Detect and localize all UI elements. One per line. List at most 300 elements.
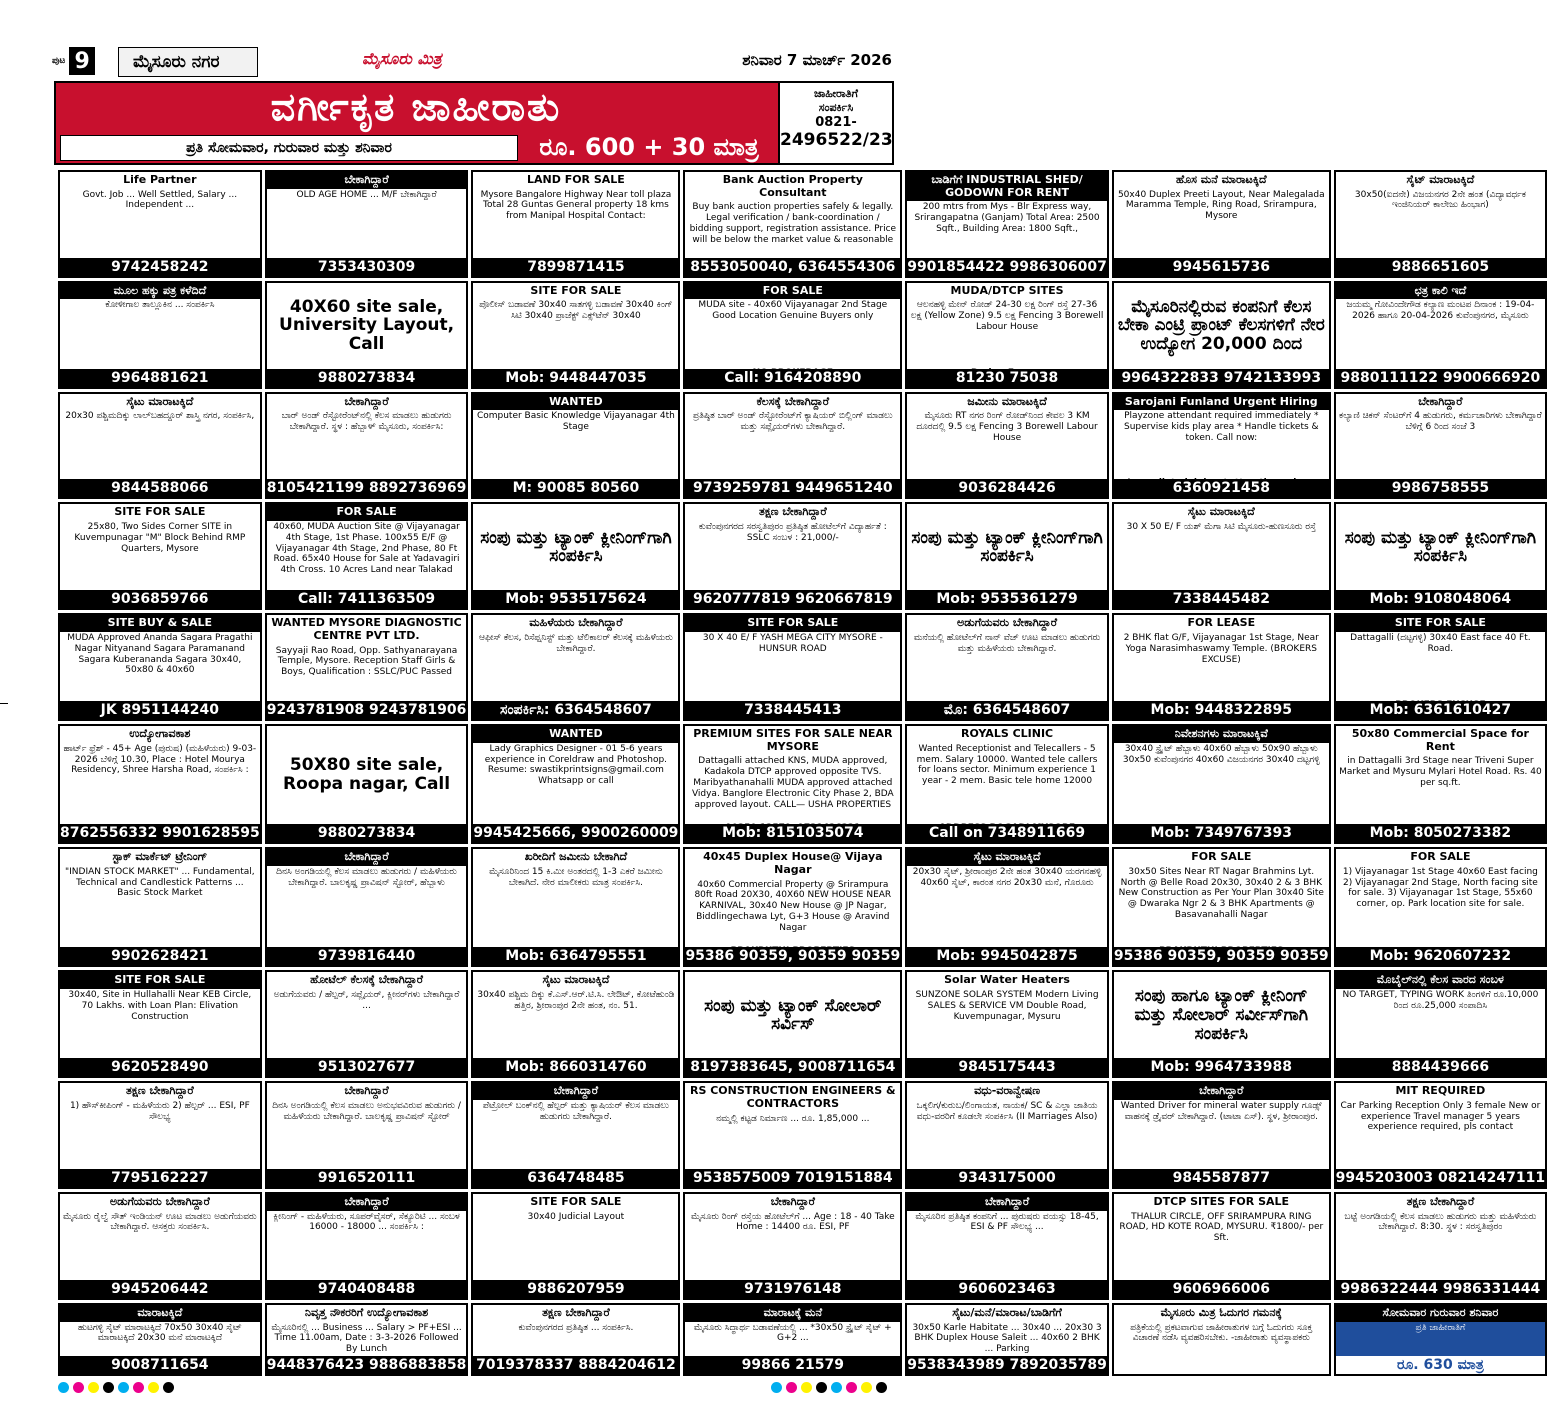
ad-body: ಹಾರ್ಟ್ ಫ್ರೆಶ್ - 45+ Age (ಪುರುಷ) (ಮಹಿಳೆಯರು) 9-03-2026 ಬೆಳಿಗ್ಗೆ 10.30, Place : Hotel Mourya Residency, Shree Harsha Road, ಸಂಪರ್ಕಿಸಿ :: [63, 743, 257, 776]
ad-body: OLD AGE HOME ... M/F ಬೇಕಾಗಿದ್ದಾರೆ: [296, 189, 437, 200]
ad-body: 30x40, Site in Hullahalli Near KEB Circle, 70 Lakhs. with Loan Plan: Elivation Construction: [68, 990, 252, 1022]
ad-body: ಒಕ್ಕಲಿಗ/ಕುರುಬ/ಲಿಂಗಾಯತ, ನಾಯಕ/ SC & ಎಲ್ಲಾ ಜಾತಿಯ ವಧು-ವರರಿಗೆ ಕೂಡಲೇ ಸಂಪರ್ಕಿಸಿ (II Marriages Also): [916, 1100, 1098, 1122]
ad-phone: 9902628421: [60, 947, 260, 965]
ad-phone: 9036859766: [60, 590, 260, 608]
ad-body: Buy bank auction properties safely & legally. Legal verification / bank-coordination / bidding support, registration assistance. Price will be below the market value & reasonable: [689, 202, 897, 245]
ad-body: ಆಲನಹಳ್ಳಿ ಮೇನ್ ರೋಡ್ 24-30 ಲಕ್ಷ ರಿಂಗ್ ರಸ್ತೆ 27-36 ಲಕ್ಷ (Yellow Zone) 9.5 ಲಕ್ಷ Fencing 3 Borewell Labour House: [910, 300, 1104, 333]
ad-title: Life Partner: [123, 173, 197, 186]
ad-body: Playzone attendant required immediately * Supervise kids play area * Handle tickets & token. Call now:: [1124, 411, 1319, 443]
classified-ad: [1334, 847, 1547, 967]
ad-body: Wanted Receptionist and Telecallers - 5 mem. Salary 10000. Wanted tele callers for loans sector. Minimum experience 1 year - 2 mem. Basic tele home 12000: [916, 743, 1098, 787]
classified-ad: [265, 281, 469, 389]
ad-title: Solar Water Heaters: [944, 973, 1070, 987]
ad-phone: ಸಂಪರ್ಕಿಸಿ: 6364548607: [473, 701, 678, 719]
ad-phone: 9945203003 08214247111: [1335, 1169, 1546, 1186]
ad-body: Computer Basic Knowledge Vijayanagar 4th Stage: [476, 411, 675, 433]
ad-phone: 9845587877: [1114, 1169, 1329, 1187]
ad-body: 40x60, MUDA Auction Site @ Vijayanagar 4th Stage, 1st Phase. 100x55 E/F @ Vijayanagar 4th Stage, 2nd Phase, 80 Ft Road. 65x40 House for Sale at Yadavagiri 4th Cross. 10 Acres Land near Talakad: [273, 522, 460, 576]
ad-phone: 7899871415: [473, 258, 678, 276]
ad-body: ಮೈಸೂರಿನಲ್ಲಿ ... Business ... Salary > PF+ESI ... Time 11.00am, Date : 3-3-2026 Followed By Lunch: [271, 1322, 462, 1355]
ad-phone: 9964881621: [60, 369, 260, 387]
contact-line-3: 0821-: [815, 115, 857, 130]
ad-body: 40x60 Commercial Property @ Srirampura 80ft Road 20X30, 40X60 NEW HOUSE NEAR KARNIVAL, 30x40 New House @ JP Nagar, Biddlingechawa Lyt, G+3 House @ Aravind Nagar: [694, 879, 892, 933]
ad-phone: 9008711654: [60, 1356, 260, 1374]
ad-title: ಅಡುಗೆಯವರು ಬೇಕಾಗಿದ್ದಾರೆ: [109, 1195, 210, 1209]
ad-title: FOR SALE: [1191, 850, 1252, 864]
classified-ad: [905, 170, 1109, 278]
ad-title: ನಿವೇಶನಗಳು ಮಾರಾಟಕ್ಕಿವೆ: [1114, 726, 1329, 743]
ad-title: SITE FOR SALE: [60, 972, 260, 989]
ad-phone: 7019378337 8884204612: [473, 1356, 678, 1374]
registration-dot-icon: [861, 1382, 872, 1393]
ad-phone: 8553050040, 6364554306: [685, 258, 900, 276]
classified-ad: [471, 970, 680, 1078]
ad-body: 30 X 40 E/ F YASH MEGA CITY MYSORE - HUNSUR ROAD: [702, 632, 883, 654]
ad-phone: 9945615736: [1114, 258, 1329, 276]
ad-title: WANTED: [473, 726, 678, 743]
ad-body: ದಿನಸಿ ಅಂಗಡಿಯಲ್ಲಿ ಕೆಲಸ ಮಾಡಲು ಹುಡುಗರು / ಮಹಿಳೆಯರು ಬೇಕಾಗಿದ್ದಾರೆ. ಬಾಲಕೃಷ್ಣ ಪ್ರಾವಿಷನ್ ಸ್ಟೋರ್, ಹೆಬ್ಬಾಳು: [276, 866, 457, 888]
ad-body: ಪ್ರತಿ ಜಾಹೀರಾತಿಗೆ: [1415, 1322, 1466, 1333]
ad-body: 2 BHK flat G/F, Vijayanagar 1st Stage, Near Yoga Narasimhaswamy Temple. (BROKERS EXCUSE): [1123, 632, 1319, 665]
classified-ad: [905, 613, 1109, 721]
ad-body: ಕಲ್ಯಾಣಿ ಚಿಕನ್ ಸೆಂಟರ್‌ಗೆ 4 ಹುಡುಗರು, ಕರ್ಮಚಾರಿಗಳು ಬೇಕಾಗಿದ್ದಾರೆ ಬೆಳಿಗ್ಗೆ 6 ರಿಂದ ಸಂಜೆ 3: [1339, 411, 1542, 433]
ad-phone: 9845175443: [907, 1058, 1107, 1076]
classified-ad: [683, 847, 902, 967]
classified-ad: [1334, 970, 1547, 1078]
ad-phone: Mob: 7349767393: [1114, 824, 1329, 842]
ad-body: Sayyaji Rao Road, Opp. Sathyanarayana Temple, Mysore. Reception Staff Girls & Boys, Qualification : SSLC/PUC Passed: [275, 645, 458, 678]
classified-ad: [1334, 1081, 1547, 1189]
ad-phone: 9739259781 9449651240: [685, 479, 900, 497]
ad-phone: 9945425666, 9900260009: [473, 825, 679, 842]
ad-phone: Mob: 8151035074: [685, 824, 900, 842]
classified-ads-grid: [58, 170, 1546, 1376]
ad-body: ಪೊಲೀಸ್ ಬಡಾವಣೆ 30x40 ಸಾತಗಳ್ಳಿ ಬಡಾವಣೆ 30x40 ಕಿಂಗ್ ಸಿಟಿ 30x40 ಪ್ರಾಜೆಕ್ಟ್ ಎಕ್ಸ್‌ಟೆನ್ 30x40: [479, 300, 673, 322]
ad-title: SITE FOR SALE: [530, 1195, 622, 1209]
registration-dot-icon: [786, 1382, 797, 1393]
ad-title: ತಕ್ಷಣ ಬೇಕಾಗಿದ್ದಾರೆ: [542, 1305, 610, 1319]
ad-body: 30 X 50 E/ F ಯಶ್ ಮೆಗಾ ಸಿಟಿ ಮೈಸೂರು-ಹುಣಸೂರು ರಸ್ತೆ: [1126, 522, 1316, 533]
ad-phone: 9739816440: [267, 947, 467, 965]
ad-phone: Mob: 8660314760: [473, 1058, 678, 1076]
ad-phone: 9731976148: [685, 1280, 900, 1298]
ad-title: ಮಹಿಳೆಯರು ಬೇಕಾಗಿದ್ದಾರೆ: [529, 616, 623, 630]
ad-body: 1) ಹೌಸ್‌ಕೀಪಿಂಗ್ - ಮಹಿಳೆಯರು 2) ಹೆಲ್ಪರ್ ... ESI, PF ಸೌಲಭ್ಯ: [69, 1100, 250, 1122]
registration-dot-icon: [148, 1382, 159, 1393]
registration-dot-icon: [876, 1382, 887, 1393]
classified-ad: [471, 502, 680, 610]
classified-ad: [683, 724, 902, 844]
ad-body: 30x40 Judicial Layout: [527, 1211, 625, 1222]
classified-ad: [58, 1303, 262, 1376]
ad-title: SITE FOR SALE: [1336, 615, 1545, 632]
ad-title: ಸ್ಟಾಕ್ ಮಾರ್ಕೆಟ್ ಟ್ರೇನಿಂಗ್: [112, 850, 208, 864]
ad-title: ಸೈಟು ಮಾರಾಟಕ್ಕಿದೆ: [907, 849, 1107, 866]
ad-phone: 9343175000: [907, 1169, 1107, 1187]
ad-title: ಬೇಕಾಗಿದ್ದಾರೆ: [344, 394, 389, 408]
ad-body: ಪತ್ರಿಕೆಯಲ್ಲಿ ಪ್ರಕಟವಾಗುವ ಜಾಹೀರಾತುಗಳ ಬಗ್ಗೆ ಓದುಗರು ಸೂಕ್ತ ವಿಚಾರಣೆ ನಡೆಸಿ ವ್ಯವಹರಿಸಬೇಕು. -ಜಾಹೀರಾತು ವ್ಯವಸ್ಥಾಪಕರು: [1130, 1322, 1313, 1344]
ad-phone: Mob: 9448447035: [473, 369, 678, 387]
ad-phone: 6364748485: [473, 1169, 678, 1187]
ad-body: ಕ್ಲೀನಿಂಗ್ - ಮಹಿಳೆಯರು, ಸೂಪರ್‌ವೈಸರ್, ಸೆಕ್ಯೂರಿಟಿ ... ಸಂಬಳ 16000 - 18000 ... ಸಂಪರ್ಕಿಸಿ :: [273, 1211, 460, 1233]
ad-body: ಮನೆಯಲ್ಲಿ ಹೋಟೆಲ್‌ಗೆ ನಾನ್ ವೆಜ್ ಊಟ ಮಾಡಲು ಹುಡುಗರು ಮತ್ತು ಮಹಿಳೆಯರು ಬೇಕಾಗಿದ್ದಾರೆ.: [913, 632, 1101, 654]
classified-ad: [1112, 970, 1331, 1078]
classified-ad: [1112, 392, 1331, 500]
ad-title: FOR SALE: [267, 504, 467, 521]
ad-title: ಮೈಸೂರು ಮಿತ್ರ ಓದುಗರ ಗಮನಕ್ಕೆ: [1160, 1305, 1282, 1319]
ad-title: ಸೈಟು ಮಾರಾಟಕ್ಕಿದೆ: [126, 394, 194, 408]
classified-ad: [1112, 613, 1331, 721]
ad-phone: Mob: 9535361279: [907, 590, 1107, 608]
ad-title: 40x45 Duplex House@ Vijaya Nagar: [703, 850, 883, 876]
ad-title: ಹೋಟೆಲ್ ಕೆಲಸಕ್ಕೆ ಬೇಕಾಗಿದ್ದಾರೆ: [310, 973, 424, 987]
classified-ad: [1334, 502, 1547, 610]
ad-title: ತಕ್ಷಣ ಬೇಕಾಗಿದ್ದಾರೆ: [126, 1084, 194, 1098]
banner-title: ವರ್ಗೀಕೃತ ಜಾಹೀರಾತು: [270, 84, 562, 129]
classified-ad: [58, 1081, 262, 1189]
classified-ad: [683, 970, 902, 1078]
ad-title: LAND FOR SALE: [527, 173, 625, 186]
ad-phone: Mob: 9448322895: [1114, 701, 1329, 719]
ad-title: SITE BUY & SALE: [60, 615, 260, 632]
ad-title: ತಕ್ಷಣ ಬೇಕಾಗಿದ್ದಾರೆ: [1406, 1195, 1475, 1209]
ad-body: 50X80 site sale, Roopa nagar, Call: [283, 755, 451, 795]
ad-body: NO TARGET, TYPING WORK ತಿಂಗಳಿಗೆ ರೂ.10,000 ರಿಂದ ರೂ.25,000 ಸಂಪಾದಿಸಿ: [1342, 990, 1539, 1011]
ad-phone: ರೂ. 630 ಮಾತ್ರ: [1336, 1356, 1545, 1374]
ad-body: 30x50 Sites Near RT Nagar Brahmins Lyt. North @ Belle Road 20x30, 30x40 2 & 3 BHK New Construction as Per Your Plan 30x40 Site @ Dwaraka Ngr 2 & 3 BHK Apartments @ Basavanahalli Nagar: [1118, 866, 1324, 921]
classified-ad: [905, 1192, 1109, 1300]
ad-title: ಬೇಕಾಗಿದ್ದಾರೆ: [1114, 1083, 1329, 1100]
ad-title: ನಿವೃತ್ತ ನೌಕರರಿಗೆ ಉದ್ಯೋಗಾವಕಾಶ: [304, 1305, 429, 1319]
ad-title: ಮಾರಾಟಕ್ಕಿದೆ: [60, 1305, 260, 1322]
classified-ad: [905, 1081, 1109, 1189]
ad-phone: 9901854422 9986306007: [907, 258, 1107, 275]
ad-body: 20x30 ಪಶ್ಚಿಮದಿಕ್ಕು ಲಾಲ್‌ಬಹದ್ದೂರ್ ಶಾಸ್ತ್ರಿ ನಗರ, ಸಂಪರ್ಕಿಸಿ,: [65, 411, 255, 422]
classified-ad: [1112, 502, 1331, 610]
ad-body: ಮೈಸೂರಿನಲ್ಲಿರುವ ಕಂಪನಿಗೆ ಕೆಲಸ ಬೇಕಾ ಎಂಟ್ರಿ ಪ್ರಾಂಟ್ ಕೆಲಸಗಳಿಗೆ ನೇರ ಉದ್ಯೋಗ 20,000 ದಿಂದ: [1117, 296, 1325, 355]
ad-body: ಮೈಸೂರು ಸಿದ್ಧಾರ್ಥ ಬಡಾವಣೆಯಲ್ಲಿ ... *30x50 ಸ್ಟ್ರೈಟ್ ಸೈಟ್ + G+2 ...: [693, 1322, 892, 1344]
ad-title: ಉದ್ಯೋಗಾವಕಾಶ: [129, 727, 191, 741]
ad-title: ಬಾಡಿಗೆಗೆ INDUSTRIAL SHED/ GODOWN FOR RENT: [907, 172, 1107, 201]
classified-ad: [58, 170, 262, 278]
classified-ad: [471, 724, 680, 844]
registration-dot-icon: [58, 1382, 69, 1393]
ad-body: ಸಂಪು ಮತ್ತು ಟ್ಯಾಂಕ್ ಸೋಲಾರ್ ಸರ್ವಿಸ್: [704, 995, 882, 1035]
classified-ad: [905, 392, 1109, 500]
classified-ad: [58, 970, 262, 1078]
ad-title: ಬೇಕಾಗಿದ್ದಾರೆ: [770, 1195, 815, 1209]
issue-date: ಶನಿವಾರ 7 ಮಾರ್ಚ್ 2026: [742, 51, 892, 69]
ad-body: ಸಂಪು ಮತ್ತು ಟ್ಯಾಂಕ್ ಕ್ಲೀನಿಂಗ್‌ಗಾಗಿ ಸಂಪರ್ಕಿಸಿ: [480, 527, 672, 567]
ad-phone: 99866 21579: [685, 1356, 900, 1374]
ad-body: ಸಂಪು ಮತ್ತು ಟ್ಯಾಂಕ್ ಕ್ಲೀನಿಂಗ್‌ಗಾಗಿ ಸಂಪರ್ಕಿಸಿ: [911, 527, 1103, 567]
ad-body: ಕುವೆಂಪುನಗರದ ಪ್ರತಿಷ್ಠಿತ ... ಸಂಪರ್ಕಿಸಿ.: [518, 1322, 634, 1333]
classified-ad: [265, 1081, 469, 1189]
ad-title: ಖರೀದಿಗೆ ಜಮೀನು ಬೇಕಾಗಿದೆ: [524, 850, 628, 864]
ad-title: ಸೈಟು/ಮನೆ/ಮಾರಾಟ/ಬಾಡಿಗೆಗೆ: [952, 1305, 1062, 1319]
ad-body: ಜಯಮ್ಮ ಗೋವಿಂದೇಗೌಡ ಕಲ್ಯಾಣ ಮಂಟಪ ದಿನಾಂಕ : 19-04-2026 ಹಾಗೂ 20-04-2026 ಕುವೆಂಪುನಗರ, ಮೈಸೂರು: [1346, 300, 1535, 322]
ad-title: MIT REQUIRED: [1395, 1084, 1486, 1098]
classified-ad: [471, 1081, 680, 1189]
ad-phone: Mob: 6364795551: [473, 947, 678, 965]
ad-body: Govt. Job ... Well Settled, Salary ... Independent ...: [82, 189, 238, 211]
page-header: [52, 47, 892, 163]
ad-body: SUNZONE SOLAR SYSTEM Modern Living SALES & SERVICE VM Double Road, Kuvempunagar, Mysuru: [915, 990, 1099, 1022]
ad-body: ಬಾರ್ ಅಂಡ್ ರೆಸ್ಟೋರೆಂಟ್‌ನಲ್ಲಿ ಕೆಲಸ ಮಾಡಲು ಹುಡುಗರು ಬೇಕಾಗಿದ್ದಾರೆ. ಸ್ಥಳ : ಹೆಬ್ಬಾಳ್ ಮೈಸೂರು, ಸಂಪರ್ಕಿಸಿ:: [281, 411, 452, 433]
registration-dot-icon: [133, 1382, 144, 1393]
classified-ad: [1112, 281, 1331, 389]
registration-dot-icon: [73, 1382, 84, 1393]
ad-title: WANTED: [473, 394, 678, 411]
ad-body: ದಿನಸಿ ಅಂಗಡಿಯಲ್ಲಿ ಕೆಲಸ ಮಾಡಲು ಅನುಭವವಿರುವ ಹುಡುಗರು / ಮಹಿಳೆಯರು ಬೇಕಾಗಿದ್ದಾರೆ. ಬಾಲಕೃಷ್ಣ ಪ್ರಾವಿಷನ್ ಸ್ಟೋರ್: [272, 1100, 461, 1122]
ad-body: ಬಟ್ಟೆ ಅಂಗಡಿಯಲ್ಲಿ ಕೆಲಸ ಮಾಡಲು ಹುಡುಗರು ಮತ್ತು ಮಹಿಳೆಯರು ಬೇಕಾಗಿದ್ದಾರೆ. 8:30. ಸ್ಥಳ : ಸರಸ್ವತಿಪುರಂ: [1344, 1211, 1537, 1233]
ad-title: PREMIUM SITES FOR SALE NEAR MYSORE: [693, 727, 893, 753]
ad-title: 50x80 Commercial Space for Rent: [1351, 727, 1529, 753]
ad-body: Wanted Driver for mineral water supply ಗೂಡ್ಸ್ ವಾಹನಕ್ಕೆ ಡ್ರೈವರ್ ಬೇಕಾಗಿದ್ದಾರೆ. (ಟಾಟಾ ಏಸ್). ಸ್ಥಳ, ಶ್ರೀರಾಂಪುರ.: [1120, 1100, 1322, 1122]
ad-phone: 7353430309: [267, 258, 467, 276]
ad-phone: 9964322833 9742133993: [1114, 369, 1329, 387]
ad-title: ಬೇಕಾಗಿದ್ದಾರೆ: [267, 172, 467, 189]
ad-phone: ಮೊ: 6364548607: [907, 701, 1107, 719]
classified-ad: [1334, 170, 1547, 278]
classified-ad: [905, 281, 1109, 389]
ad-phone: 95386 90359, 90359 90359: [1113, 948, 1329, 965]
ad-phone: 95386 90359, 90359 90359: [685, 948, 901, 965]
ad-title: ಕೆಲಸಕ್ಕೆ ಬೇಕಾಗಿದ್ದಾರೆ: [756, 394, 830, 408]
ad-title: ಮಾರಾಟಕ್ಕೆ ಮನೆ: [685, 1305, 900, 1322]
classified-ad: [471, 1303, 680, 1376]
classified-ad: [683, 1303, 902, 1376]
ad-body: MUDA site - 40x60 Vijayanagar 2nd Stage Good Location Genuine Buyers only: [698, 300, 888, 322]
ad-phone: Mob: 8050273382: [1336, 824, 1545, 842]
ad-body: Car Parking Reception Only 3 female New or experience Travel manager 5 years experience required, pls contact: [1340, 1100, 1541, 1133]
ad-title: SITE FOR SALE: [530, 283, 622, 297]
ad-phone: Call on 7348911669: [907, 824, 1107, 842]
classified-ad: [58, 724, 262, 844]
ad-title: Sarojani Funland Urgent Hiring: [1114, 394, 1329, 411]
ad-body: THALUR CIRCLE, OFF SRIRAMPURA RING ROAD, HD KOTE ROAD, MYSURU. ₹1800/- per Sft.: [1119, 1211, 1324, 1244]
ad-phone: Mob: 9535175624: [473, 590, 678, 608]
ad-phone: JK 8951144240: [60, 701, 260, 719]
ad-phone: 9880111122 9900666920: [1336, 369, 1545, 387]
ad-phone: Mob: 9620607232: [1336, 947, 1545, 965]
ad-body: ಕುವೆಂಪುನಗರದ ಸರಸ್ವತಿಪುರಂ ಪ್ರತಿಷ್ಠಿತ ಹೋಟೆಲ್‌ಗೆ ವಿದ್ಯಾರ್ಹತೆ : SSLC ಸಂಬಳ : 21,000/-: [698, 522, 887, 543]
classified-ad: [1334, 392, 1547, 500]
ad-title: SITE FOR SALE: [685, 615, 900, 632]
classified-ad: [1112, 724, 1331, 844]
classified-ad: [683, 392, 902, 500]
masthead-logo: ಮೈಸೂರು ಮಿತ್ರ: [362, 49, 442, 68]
classified-ad: [265, 724, 469, 844]
ad-body: 25x80, Two Sides Corner SITE in Kuvempunagar "M" Block Behind RMP Quarters, Mysore: [74, 522, 246, 554]
ad-phone: 9880273834: [267, 369, 467, 387]
classified-ad: [1112, 847, 1331, 967]
classified-ad: [905, 847, 1109, 967]
classified-ad: [58, 392, 262, 500]
classified-ad: [683, 1192, 902, 1300]
ad-phone: 9538575009 7019151884: [685, 1169, 900, 1187]
ad-phone: 9448376423 9886883858: [266, 1356, 467, 1373]
ad-phone: 81230 75038: [907, 369, 1107, 387]
ad-body: 30x40 ಸ್ಟ್ರೈಟ್ ಹೆಬ್ಬಾಳು 40x60 ಹೆಬ್ಬಾಳು 50x90 ಹೆಬ್ಬಾಳು 30x50 ಕುವೆಂಪುನಗರ 40x60 ವಿಜಯನಗರ 30x40 ದಟ್ಟಗಳ್ಳಿ: [1122, 743, 1320, 765]
contact-line-2: ಸಂಪರ್ಕಿಸಿ: [818, 101, 854, 114]
classified-ad: [58, 281, 262, 389]
classified-ad: [265, 1192, 469, 1300]
classified-ad: [683, 170, 902, 278]
registration-dot-icon: [846, 1382, 857, 1393]
registration-dot-icon: [771, 1382, 782, 1393]
banner-price: ರೂ. 600 + 30 ಮಾತ್ರ: [539, 133, 759, 161]
ad-phone: 9886207959: [473, 1280, 678, 1298]
ad-phone: 9620528490: [60, 1058, 260, 1076]
classified-ad: [471, 1192, 680, 1300]
ad-phone: Mob: 9945042875: [907, 947, 1107, 965]
ad-title: ಸೈಟು ಮಾರಾಟಕ್ಕಿದೆ: [1187, 505, 1255, 519]
ad-title: FOR LEASE: [1187, 616, 1256, 630]
classified-ad: [471, 281, 680, 389]
classified-ad: [1334, 281, 1547, 389]
classified-ad: [1334, 1303, 1547, 1376]
registration-dot-icon: [831, 1382, 842, 1393]
ad-phone: 8884439666: [1336, 1058, 1545, 1076]
ad-body: ಸಂಪು ಮತ್ತು ಟ್ಯಾಂಕ್ ಕ್ಲೀನಿಂಗ್‌ಗಾಗಿ ಸಂಪರ್ಕಿಸಿ: [1344, 527, 1537, 567]
ad-phone: 9945206442: [60, 1280, 260, 1298]
ad-title: ಮೂಲ ಹಕ್ಕು ಪತ್ರ ಕಳೆದಿದೆ: [60, 283, 260, 300]
ad-body: Dattagalli attached KNS, MUDA approved, Kadakola DTCP approved opposite TVS. Maribyathanahalli MUDA approved attached Vidya. Banglore Electronic City Phase 2, BDA approved layout. CALL— USHA PROPERTIES: [691, 756, 894, 810]
ad-phone: Call: 9164208890: [685, 369, 900, 387]
ad-body: ಹುಟಗಳ್ಳಿ ಸೈಟ್ ಮಾರಾಟಕ್ಕಿದೆ 70x50 30x40 ಸೈಟ್ ಮಾರಾಟಕ್ಕಿದೆ 20x30 ಮನೆ ಮಾರಾಟಕ್ಕಿದೆ: [77, 1322, 242, 1344]
ad-title: ಮೊಬೈಲ್‌ನಲ್ಲಿ ಕೆಲಸ ವಾರದ ಸಂಬಳ: [1336, 972, 1545, 989]
ad-phone: 9986322444 9986331444: [1336, 1280, 1545, 1298]
ad-title: ROYALS CLINIC: [960, 727, 1054, 741]
ad-title: ಅಡುಗೆಯವರು ಬೇಕಾಗಿದ್ದಾರೆ: [957, 616, 1058, 630]
classified-ad: [683, 1081, 902, 1189]
ad-title: ವಧು-ವರಾನ್ವೇಷಣ: [974, 1084, 1041, 1098]
ad-title: ಬೇಕಾಗಿದ್ದಾರೆ: [267, 849, 467, 866]
ad-title: ಬೇಕಾಗಿದ್ದಾರೆ: [907, 1194, 1107, 1211]
ad-body: 30x50(ಐದನೇ) ವಿಜಯನಗರ 2ನೇ ಹಂತ (ವಿದ್ಯಾವರ್ಧಕ ಇಂಜಿನಿಯರ್ ಕಾಲೇಜು ಹಿಂಭಾಗ): [1354, 189, 1526, 211]
ad-body: MUDA Approved Ananda Sagara Pragathi Nagar Nityanand Sagara Paramanand Sagara Kuberananda Sagara 30x40, 50x80 & 40x60: [67, 632, 253, 676]
classified-ad: [683, 281, 902, 389]
ad-phone: 7795162227: [60, 1169, 260, 1187]
classified-ad: [905, 970, 1109, 1078]
ad-phone: 9844588066: [60, 479, 260, 497]
classified-ad: [58, 1192, 262, 1300]
ad-title: ಬೇಕಾಗಿದ್ದಾರೆ: [267, 1194, 467, 1211]
ad-title: ಬೇಕಾಗಿದ್ದಾರೆ: [344, 1084, 389, 1098]
registration-dot-icon: [163, 1382, 174, 1393]
classified-ad: [1112, 170, 1331, 278]
ad-title: ಬೇಕಾಗಿದ್ದಾರೆ: [1418, 394, 1463, 408]
classified-ad: [265, 170, 469, 278]
classified-ad: [58, 613, 262, 721]
ad-title: RS CONSTRUCTION ENGINEERS & CONTRACTORS: [690, 1084, 896, 1110]
ad-body: ಮೈಸೂರು ರಿಂಗ್ ರಸ್ತೆಯ ಹೋಟೆಲ್‌ಗೆ ... Age : 18 - 40 Take Home : 14400 ರೂ. ESI, PF: [690, 1211, 895, 1233]
registration-dot-icon: [103, 1382, 114, 1393]
ad-phone: Mob: 9108048064: [1336, 590, 1545, 608]
registration-dot-icon: [816, 1382, 827, 1393]
ad-title: ಛತ್ರ ಕಾಲಿ ಇದೆ: [1336, 283, 1545, 300]
classified-ad: [265, 1303, 469, 1376]
classified-ad: [1112, 1192, 1331, 1300]
classified-ad: [471, 613, 680, 721]
registration-dot-icon: [801, 1382, 812, 1393]
ad-body: Dattagalli (ದಟ್ಟಗಳ್ಳಿ) 30x40 East face 40 Ft. Road.: [1350, 632, 1531, 654]
ad-body: Lady Graphics Designer - 01 5-6 years experience in Coreldraw and Photoshop. Resume: swastikprintsigns@gmail.com Whatsapp or call: [484, 743, 668, 787]
classifieds-banner: [54, 81, 780, 165]
ad-title: Bank Auction Property Consultant: [722, 173, 863, 199]
ad-phone: 9986758555: [1336, 479, 1545, 497]
ad-phone: 9620777819 9620667819: [685, 590, 900, 608]
page-tag: ಪುಟ: [52, 56, 66, 66]
contact-box: [778, 81, 894, 165]
classified-ad: [471, 170, 680, 278]
classified-ad: [471, 392, 680, 500]
ad-phone: 8197383645, 9008711654: [685, 1058, 900, 1076]
ad-body: ಪ್ರತಿಷ್ಠಿತ ಬಾರ್ ಅಂಡ್ ರೆಸ್ಟೋರೆಂಟ್‌ಗೆ ಕ್ಯಾಷಿಯರ್ ಬಿಲ್ಲಿಂಗ್ ಮಾಡಲು ಮತ್ತು ಸಪ್ಲೈಯರ್‌ಗಳು ಬೇಕಾಗಿದ್ದಾರೆ.: [692, 411, 893, 433]
ad-phone: 9742458242: [60, 258, 260, 276]
ad-body: 40X60 site sale, University Layout, Call: [279, 296, 455, 355]
city-section: ಮೈಸೂರು ನಗರ: [118, 47, 258, 77]
ad-phone: 9606966006: [1114, 1280, 1329, 1298]
ad-body: 200 mtrs from Mys - Blr Express way, Srirangapatna (Ganjam) Total Area: 2500 Sqft., Building Area: 1800 Sqft.,: [914, 202, 1100, 234]
ad-body: 30x50 Karle Habitate ... 30x40 ... 20x30 3 BHK Duplex House Saleit ... 40x60 2 BHK ... Parking: [912, 1322, 1102, 1355]
ad-title: ಹೊಸ ಮನೆ ಮಾರಾಟಕ್ಕಿದೆ: [1176, 173, 1267, 186]
classified-ad: [265, 392, 469, 500]
ad-phone: 9740408488: [267, 1280, 467, 1298]
registration-dot-icon: [118, 1382, 129, 1393]
classified-ad: [471, 847, 680, 967]
contact-line-1: ಜಾಹೀರಾತಿಗೆ: [814, 87, 858, 100]
classified-ad: [683, 613, 902, 721]
classified-ad: [905, 724, 1109, 844]
classified-ad: [683, 502, 902, 610]
classified-ad: [1334, 1192, 1547, 1300]
classified-ad: [265, 970, 469, 1078]
ad-phone: 9243781908 9243781906: [266, 702, 467, 718]
ad-body: ನಮ್ಮಲ್ಲಿ ಕಟ್ಟಡ ನಿರ್ಮಾಣ ... ರೂ. 1,85,000 ...: [716, 1113, 870, 1124]
ad-body: ಸಂಪು ಹಾಗೂ ಟ್ಯಾಂಕ್ ಕ್ಲೀನಿಂಗ್ ಮತ್ತು ಸೋಲಾರ್ ಸರ್ವೀಸ್‌ಗಾಗಿ ಸಂಪರ್ಕಿಸಿ: [1134, 986, 1309, 1044]
classified-ad: [265, 502, 469, 610]
ad-body: "INDIAN STOCK MARKET" ... Fundamental, Technical and Candlestick Patterns ... Basic Stock Market: [65, 866, 255, 899]
ad-body: ಆಫೀಸ್ ಕೆಲಸ, ರಿಸೆಪ್ಷನಿಸ್ಟ್ ಮತ್ತು ಟೆಲಿಕಾಲರ್ ಕೆಲಸಕ್ಕೆ ಮಹಿಳೆಯರು ಬೇಕಾಗಿದ್ದಾರೆ.: [479, 632, 673, 654]
ad-body: ಕೋಳೀಗಾಲ ತಾಲ್ಲೂಕಿನ ... ಸಂಪರ್ಕಿಸಿ: [105, 300, 215, 311]
ad-title: FOR SALE: [1410, 850, 1471, 864]
ad-title: ಸೋಮವಾರ ಗುರುವಾರ ಶನಿವಾರ: [1336, 1305, 1545, 1322]
classified-ad: [58, 502, 262, 610]
ad-phone: 8105421199 8892736969: [266, 480, 467, 497]
ad-phone: Call: 7411363509: [267, 590, 467, 608]
ad-phone: 6360921458: [1114, 479, 1329, 497]
ad-body: 30x40 ಪಶ್ಚಿಮ ದಿಕ್ಕು ಕೆ.ಎಸ್.ಆರ್.ಟಿ.ಸಿ. ಲೇಔಟ್, ಕೋಟೆಹುಂಡಿ ಹತ್ತಿರ, ಶ್ರೀರಾಂಪುರ 2ನೇ ಹಂತ, ನಂ. 51.: [477, 990, 675, 1011]
ad-title: SITE FOR SALE: [114, 505, 206, 519]
registration-mark-left: [0, 703, 8, 704]
ad-phone: M: 90085 80560: [473, 479, 678, 497]
ad-phone: 7338445482: [1114, 590, 1329, 608]
ad-body: 50x40 Duplex Preeti Layout, Near Malegalada Maramma Temple, Ring Road, Srirampura, Mysore: [1117, 189, 1325, 222]
classified-ad: [1112, 1081, 1331, 1189]
ad-body: ಅಡುಗೆಯವರು / ಹೆಲ್ಪರ್, ಸಪ್ಲೈಯರ್, ಕ್ಲೀನರ್‌ಗಳು ಬೇಕಾಗಿದ್ದಾರೆ ...: [273, 990, 460, 1011]
ad-title: ಸೈಟ್ ಮಾರಾಟಕ್ಕಿದೆ: [1406, 173, 1475, 186]
classified-ad: [905, 502, 1109, 610]
print-color-dots-left: [58, 1382, 174, 1393]
classified-ad: [265, 613, 469, 721]
ad-title: FOR SALE: [685, 283, 900, 300]
banner-subtitle: ಪ್ರತಿ ಸೋಮವಾರ, ಗುರುವಾರ ಮತ್ತು ಶನಿವಾರ: [60, 135, 518, 161]
ad-phone: 9036284426: [907, 479, 1107, 497]
classified-ad: [1112, 1303, 1331, 1376]
classified-ad: [905, 1303, 1109, 1376]
